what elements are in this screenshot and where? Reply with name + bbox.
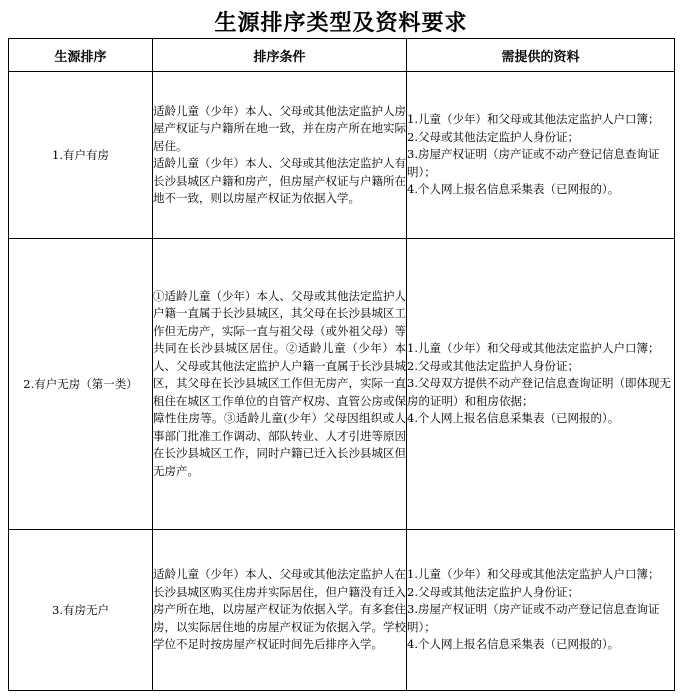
table-row xyxy=(9,72,675,239)
document-item: 4.个人网上报名信息采集表（已网报的）。 xyxy=(407,637,620,652)
row-conditions xyxy=(153,72,407,239)
document-item: 2.父母或其他法定监护人身份证； xyxy=(407,358,579,373)
enrollment-table xyxy=(8,38,675,691)
header-conditions: 排序条件 xyxy=(153,39,407,72)
table-row xyxy=(9,530,675,691)
condition-text: 适龄儿童（少年）本人、父母或其他法定监护人有长沙县城区户籍和房产，但房屋产权证与户籍所在地不一致，则以房屋产权证为依据入学。 xyxy=(153,156,406,205)
condition-text: 适龄儿童（少年）本人、父母或其他法定监护人房屋产权证与户籍所在地一致，并在房产所在地实际居住。 xyxy=(153,103,406,153)
document-item: 1.儿童（少年）和父母或其他法定监护人户口簿； xyxy=(407,341,660,356)
document-item: 1.儿童（少年）和父母或其他法定监护人户口簿； xyxy=(407,567,660,582)
document-item: 3.房屋产权证明（房产证或不动产登记信息查询证明）； xyxy=(407,602,660,634)
condition-text: 适龄儿童（少年）本人、父母或其他法定监护人在长沙县城区购买住房并实际居住，但户籍没有迁入房产所在地，以房屋产权证为依据入学。有多套住房，以实际居住地的房屋产权证为依据入学。学校学位不足时按房屋产权证时间先后排序入学。 xyxy=(153,567,406,652)
document-item: 2.父母或其他法定监护人身份证； xyxy=(407,584,579,599)
header-documents: 需提供的资料 xyxy=(407,39,675,72)
row-category: 1.有户有房 xyxy=(9,72,153,239)
table-row xyxy=(9,239,675,530)
document-item: 2.父母或其他法定监护人身份证； xyxy=(407,129,579,144)
document-item: 4.个人网上报名信息采集表（已网报的）。 xyxy=(407,411,620,426)
row-conditions xyxy=(153,530,407,691)
document-item: 3.父母双方提供不动产登记信息查询证明（即体现无房的证明）和租房依据； xyxy=(407,376,671,408)
row-category: 3.有房无户 xyxy=(9,530,153,691)
document-item: 4.个人网上报名信息采集表（已网报的）。 xyxy=(407,182,620,197)
table-header-row xyxy=(9,39,675,72)
row-documents xyxy=(407,530,675,691)
document-item: 1.儿童（少年）和父母或其他法定监护人户口簿； xyxy=(407,112,660,127)
row-documents xyxy=(407,72,675,239)
row-category: 2.有户无房（第一类） xyxy=(9,239,153,530)
document-item: 3.房屋产权证明（房产证或不动产登记信息查询证明）； xyxy=(407,147,660,179)
page-title: 生源排序类型及资料要求 xyxy=(214,10,468,36)
condition-text: ①适龄儿童（少年）本人、父母或其他法定监护人户籍一直属于长沙县城区，其父母在长沙县城区工作但无房产，实际一直与祖父母（或外祖父母）等共同在长沙县城区居住。②适龄儿童（少年）本人、父母或其他法定监护人户籍一直属于长沙县城区，其父母在长沙县城区工作但无房产，实际一直租住在城区工作单位的自管产权房、直管公房或保障性住房等。③适龄儿童(少年）父母因组织或人事部门批准工作调动、部队转业、人才引进等原因在长沙县城区工作，同时户籍已迁入长沙县城区但无房产。 xyxy=(153,288,406,478)
row-conditions xyxy=(153,239,407,530)
header-category: 生源排序 xyxy=(9,39,153,72)
row-documents xyxy=(407,239,675,530)
